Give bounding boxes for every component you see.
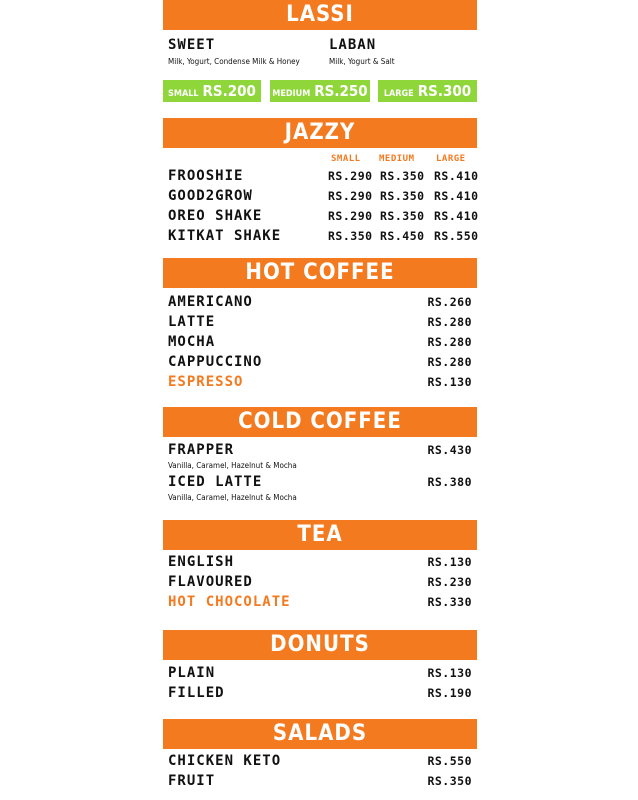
- item-description: Milk, Yogurt & Salt: [329, 57, 395, 66]
- section-title: SALADS: [163, 719, 477, 749]
- item-name: PLAIN: [168, 665, 216, 681]
- item-description: Vanilla, Caramel, Hazelnut & Mocha: [168, 493, 297, 502]
- menu-item-row: [168, 665, 472, 683]
- price-large: RS.410: [434, 209, 479, 223]
- item-name: LABAN: [329, 37, 377, 53]
- menu-item-row: [168, 574, 472, 592]
- price-medium: RS.350: [380, 169, 425, 183]
- item-price: RS.430: [427, 443, 472, 457]
- section-hot-coffee: [163, 258, 477, 398]
- item-name: GOOD2GROW: [168, 188, 253, 204]
- item-name: OREO SHAKE: [168, 208, 263, 224]
- size-header: MEDIUM: [379, 154, 415, 164]
- menu-item-row: [168, 773, 472, 791]
- item-price: RS.130: [427, 666, 472, 680]
- size-price: RS.250: [314, 82, 368, 100]
- menu-item-row: [168, 314, 472, 332]
- menu-item-row: [168, 474, 472, 492]
- menu-item-row: [168, 188, 479, 206]
- size-header: LARGE: [436, 154, 466, 164]
- price-medium: RS.450: [380, 229, 425, 243]
- item-name: FRAPPER: [168, 442, 235, 458]
- section-title: COLD COFFEE: [163, 407, 477, 437]
- size-label: SMALL: [168, 89, 199, 99]
- item-price: RS.130: [427, 555, 472, 569]
- size-price-badge: [270, 80, 370, 102]
- item-name: FRUIT: [168, 773, 216, 789]
- item-name: MOCHA: [168, 334, 216, 350]
- item-price: RS.280: [427, 355, 472, 369]
- price-small: RS.350: [328, 229, 373, 243]
- section-tea: [163, 520, 477, 615]
- section-salads: [163, 719, 477, 797]
- price-small: RS.290: [328, 189, 373, 203]
- menu-item-row: [168, 208, 479, 226]
- item-name: SWEET: [168, 37, 216, 53]
- item-name: ENGLISH: [168, 554, 235, 570]
- item-price: RS.380: [427, 475, 472, 489]
- section-jazzy: [163, 118, 477, 248]
- menu-item-row: [168, 374, 472, 392]
- size-price: RS.300: [417, 82, 472, 100]
- size-header-row: [168, 154, 472, 166]
- item-price: RS.350: [427, 774, 472, 788]
- menu-item-row: [168, 594, 472, 612]
- size-price-badge: [378, 80, 477, 102]
- price-small: RS.290: [328, 169, 373, 183]
- section-donuts: [163, 630, 477, 705]
- menu-item-row: [168, 354, 472, 372]
- section-title: LASSI: [163, 0, 477, 30]
- item-name: CAPPUCCINO: [168, 354, 263, 370]
- item-name: ICED LATTE: [168, 474, 263, 490]
- item-price: RS.280: [427, 335, 472, 349]
- item-name: KITKAT SHAKE: [168, 228, 282, 244]
- section-title: HOT COFFEE: [163, 258, 477, 288]
- item-name: HOT CHOCOLATE: [168, 594, 291, 610]
- item-price: RS.550: [427, 754, 472, 768]
- item-description: Milk, Yogurt, Condense Milk & Honey: [168, 57, 300, 66]
- price-small: RS.290: [328, 209, 373, 223]
- menu-item-row: [168, 685, 472, 703]
- item-price: RS.330: [427, 595, 472, 609]
- item-name: FILLED: [168, 685, 225, 701]
- item-name: FROOSHIE: [168, 168, 244, 184]
- item-name: AMERICANO: [168, 294, 253, 310]
- menu-item-row: [168, 334, 472, 352]
- section-lassi: [163, 0, 477, 110]
- menu-item-row: [168, 228, 479, 246]
- section-cold-coffee: [163, 407, 477, 507]
- item-price: RS.260: [427, 295, 472, 309]
- price-large: RS.410: [434, 169, 479, 183]
- menu-item-row: [168, 294, 472, 312]
- size-label: LARGE: [383, 89, 414, 99]
- price-medium: RS.350: [380, 189, 425, 203]
- price-large: RS.410: [434, 189, 479, 203]
- item-name: CHICKEN KETO: [168, 753, 282, 769]
- size-label: MEDIUM: [272, 89, 311, 99]
- item-price: RS.230: [427, 575, 472, 589]
- item-price: RS.190: [427, 686, 472, 700]
- menu-item-row: [168, 442, 472, 460]
- item-price: RS.280: [427, 315, 472, 329]
- section-title: DONUTS: [163, 630, 477, 660]
- menu-item-row: [168, 168, 479, 186]
- section-title: JAZZY: [163, 118, 477, 148]
- menu-item-row: [168, 753, 472, 771]
- price-medium: RS.350: [380, 209, 425, 223]
- size-price: RS.200: [202, 82, 256, 100]
- size-price-badge: [163, 80, 261, 102]
- menu-item-row: [168, 554, 472, 572]
- item-name: FLAVOURED: [168, 574, 253, 590]
- item-price: RS.130: [427, 375, 472, 389]
- size-header: SMALL: [331, 154, 361, 164]
- item-name: ESPRESSO: [168, 374, 244, 390]
- item-name: LATTE: [168, 314, 216, 330]
- section-title: TEA: [163, 520, 477, 550]
- price-large: RS.550: [434, 229, 479, 243]
- item-description: Vanilla, Caramel, Hazelnut & Mocha: [168, 461, 297, 470]
